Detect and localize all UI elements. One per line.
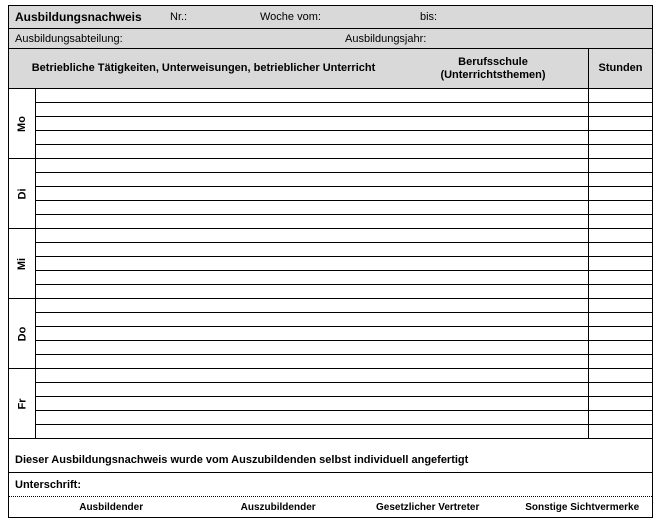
entry-cell[interactable] xyxy=(36,313,589,326)
entry-cell[interactable] xyxy=(36,215,589,228)
hours-cell[interactable] xyxy=(589,257,652,270)
field-ausbildungsabteilung-label: Ausbildungsabteilung: xyxy=(15,32,123,45)
table-row[interactable] xyxy=(36,173,652,187)
hours-cell[interactable] xyxy=(589,327,652,340)
day-label-friday-text: Fr xyxy=(16,398,28,409)
column-header-activities xyxy=(9,49,589,88)
column-header-school-line1: Berufsschule xyxy=(458,55,528,68)
training-record-sheet xyxy=(8,5,653,518)
entry-cell[interactable] xyxy=(36,187,589,200)
entry-cell[interactable] xyxy=(36,243,589,256)
entry-cell[interactable] xyxy=(36,173,589,186)
hours-cell[interactable] xyxy=(589,89,652,102)
day-block-thursday xyxy=(9,299,652,369)
table-row[interactable] xyxy=(36,243,652,257)
entry-cell[interactable] xyxy=(36,369,589,382)
signature-caption-sonstige-sichtvermerke: Sonstige Sichtvermerke xyxy=(525,501,640,513)
table-row[interactable] xyxy=(36,271,652,285)
hours-cell[interactable] xyxy=(589,355,652,368)
table-row[interactable] xyxy=(36,299,652,313)
day-block-tuesday xyxy=(9,159,652,229)
hours-cell[interactable] xyxy=(589,173,652,186)
day-block-monday xyxy=(9,89,652,159)
entry-cell[interactable] xyxy=(36,341,589,354)
hours-cell[interactable] xyxy=(589,229,652,242)
hours-cell[interactable] xyxy=(589,313,652,326)
hours-cell[interactable] xyxy=(589,131,652,144)
footer-note: Dieser Ausbildungsnachweis wurde vom Auszubildenden selbst individuell angefertigt xyxy=(9,447,652,473)
table-row[interactable] xyxy=(36,117,652,131)
entry-cell[interactable] xyxy=(36,397,589,410)
entry-cell[interactable] xyxy=(36,285,589,298)
entry-cell[interactable] xyxy=(36,145,589,158)
table-row[interactable] xyxy=(36,369,652,383)
entry-cell[interactable] xyxy=(36,327,589,340)
signature-caption-row xyxy=(9,497,652,517)
entry-cell[interactable] xyxy=(36,383,589,396)
column-header-activities-label: Betriebliche Tätigkeiten, Unterweisungen, betrieblicher Unterricht xyxy=(31,62,376,74)
entry-cell[interactable] xyxy=(36,299,589,312)
day-lines-thursday xyxy=(36,299,652,368)
entry-cell[interactable] xyxy=(36,131,589,144)
entry-cell[interactable] xyxy=(36,117,589,130)
table-row[interactable] xyxy=(36,411,652,425)
entry-cell[interactable] xyxy=(36,89,589,102)
entry-cell[interactable] xyxy=(36,229,589,242)
table-row[interactable] xyxy=(36,383,652,397)
hours-cell[interactable] xyxy=(589,299,652,312)
day-label-tuesday-text: Di xyxy=(16,188,28,199)
hours-cell[interactable] xyxy=(589,383,652,396)
entry-cell[interactable] xyxy=(36,271,589,284)
field-nummer-label: Nr.: xyxy=(170,11,188,23)
hours-cell[interactable] xyxy=(589,425,652,438)
entry-cell[interactable] xyxy=(36,159,589,172)
table-row[interactable] xyxy=(36,215,652,228)
signature-label: Unterschrift: xyxy=(15,479,82,491)
day-lines-monday xyxy=(36,89,652,158)
hours-cell[interactable] xyxy=(589,411,652,424)
table-body xyxy=(9,89,652,447)
signature-caption-auszubildender: Auszubildender xyxy=(240,501,316,513)
hours-cell[interactable] xyxy=(589,271,652,284)
day-label-thursday-text: Do xyxy=(15,326,28,341)
entry-cell[interactable] xyxy=(36,411,589,424)
table-row[interactable] xyxy=(36,201,652,215)
hours-cell[interactable] xyxy=(589,243,652,256)
field-ausbildungsjahr-label: Ausbildungsjahr: xyxy=(345,32,427,45)
column-header-school-line2: (Unterrichtsthemen) xyxy=(440,68,546,81)
entry-cell[interactable] xyxy=(36,201,589,214)
day-lines-tuesday xyxy=(36,159,652,228)
signature-dotted-line xyxy=(9,496,652,497)
table-row[interactable] xyxy=(36,145,652,158)
table-row[interactable] xyxy=(36,187,652,201)
signature-caption-ausbildender: Ausbildender xyxy=(79,501,144,513)
day-lines-friday xyxy=(36,369,652,438)
table-row[interactable] xyxy=(36,341,652,355)
table-row[interactable] xyxy=(36,355,652,368)
hours-cell[interactable] xyxy=(589,145,652,158)
day-label-wednesday xyxy=(9,229,36,298)
table-column-headers xyxy=(9,49,652,89)
table-row[interactable] xyxy=(36,159,652,173)
day-block-wednesday xyxy=(9,229,652,299)
day-label-monday-text: Mo xyxy=(15,115,28,132)
hours-cell[interactable] xyxy=(589,117,652,130)
header-row-top xyxy=(9,6,652,29)
entry-cell[interactable] xyxy=(36,257,589,270)
hours-cell[interactable] xyxy=(589,397,652,410)
table-row[interactable] xyxy=(36,425,652,438)
hours-cell[interactable] xyxy=(589,187,652,200)
page-title: Ausbildungsnachweis xyxy=(15,10,142,24)
table-row[interactable] xyxy=(36,257,652,271)
table-row[interactable] xyxy=(36,131,652,145)
day-label-monday xyxy=(9,89,36,158)
entry-cell[interactable] xyxy=(36,355,589,368)
table-row[interactable] xyxy=(36,103,652,117)
field-bis-label: bis: xyxy=(420,11,438,23)
table-row[interactable] xyxy=(36,229,652,243)
table-row[interactable] xyxy=(36,327,652,341)
table-row[interactable] xyxy=(36,89,652,103)
hours-cell[interactable] xyxy=(589,103,652,116)
hours-cell[interactable] xyxy=(589,285,652,298)
day-label-tuesday xyxy=(9,159,36,228)
day-label-friday xyxy=(9,369,36,438)
day-block-friday xyxy=(9,369,652,439)
signature-caption-gesetzlicher-vertreter: Gesetzlicher Vertreter xyxy=(375,501,480,513)
hours-cell[interactable] xyxy=(589,159,652,172)
entry-cell[interactable] xyxy=(36,425,589,438)
entry-cell[interactable] xyxy=(36,103,589,116)
day-label-wednesday-text: Mi xyxy=(15,257,28,270)
column-header-hours: Stunden xyxy=(598,62,643,74)
day-label-thursday xyxy=(9,299,36,368)
day-lines-wednesday xyxy=(36,229,652,298)
signature-row[interactable] xyxy=(9,473,652,497)
column-header-school xyxy=(398,56,588,82)
table-row[interactable] xyxy=(36,285,652,298)
hours-cell[interactable] xyxy=(589,215,652,228)
field-woche-vom-label: Woche vom: xyxy=(260,11,321,23)
hours-cell[interactable] xyxy=(589,201,652,214)
hours-cell[interactable] xyxy=(589,369,652,382)
table-row[interactable] xyxy=(36,313,652,327)
header-row-second xyxy=(9,29,652,49)
table-row[interactable] xyxy=(36,397,652,411)
hours-cell[interactable] xyxy=(589,341,652,354)
